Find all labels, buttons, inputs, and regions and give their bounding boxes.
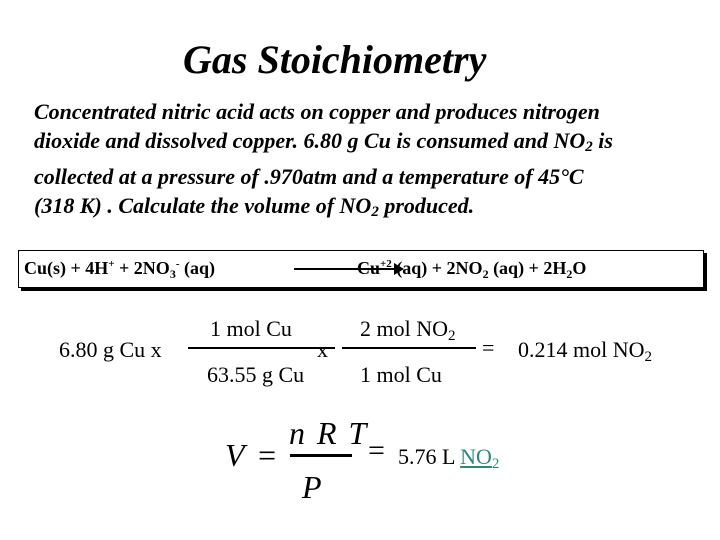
problem-line-3: collected at a pressure of .970atm and a temperature of 45°C (34, 164, 584, 189)
gas-law-lhs: V = (225, 437, 280, 473)
fraction1-numerator: 1 mol Cu (210, 316, 292, 341)
gas-law-denominator: P (302, 469, 324, 505)
problem-statement (34, 97, 714, 227)
reactant-text: Cu(s) + 4H (24, 258, 109, 278)
subscript: 2 (644, 349, 652, 365)
equals-sign: = (482, 335, 495, 360)
equation-products (357, 258, 586, 282)
fraction1-bar (188, 347, 335, 349)
volume-answer (398, 444, 499, 473)
product-text: Cu (357, 258, 381, 278)
subscript[interactable]: 2 (491, 456, 500, 472)
product-text: (aq) + 2NO (391, 258, 483, 278)
subscript: 2 (371, 204, 379, 220)
no2-link[interactable] (460, 444, 500, 472)
gas-law-fraction-bar (290, 454, 352, 457)
superscript: - (175, 258, 180, 270)
problem-text: is (592, 128, 613, 153)
page-title: Gas Stoichiometry (183, 37, 487, 82)
given-quantity: 6.80 g Cu x (59, 337, 162, 362)
chemical-equation-box (18, 250, 704, 288)
moles-result (518, 337, 652, 366)
subscript: 3 (169, 267, 176, 281)
equation-reactants (24, 258, 215, 282)
multiply-sign: x (317, 337, 328, 362)
fraction2-denominator: 1 mol Cu (360, 362, 442, 387)
subscript: 2 (585, 139, 593, 155)
problem-line-2 (34, 126, 714, 162)
problem-line-4 (34, 191, 714, 227)
gas-law-numerator: n R T (289, 415, 369, 451)
product-text: (aq) + 2H (488, 258, 567, 278)
problem-text: produced. (378, 193, 475, 218)
superscript: + (108, 258, 115, 270)
problem-text: dioxide and dissolved copper. 6.80 g Cu is consumed and NO (34, 128, 586, 153)
product-text: O (572, 258, 587, 278)
fraction2-numerator (360, 316, 456, 345)
subscript: 2 (448, 328, 456, 344)
result-text: 0.214 mol NO (518, 337, 645, 362)
fraction2-bar (342, 347, 476, 349)
problem-line-1: Concentrated nitric acid acts on copper and produces nitrogen (34, 99, 600, 124)
subscript: 2 (566, 267, 573, 281)
answer-text: 5.76 L (398, 444, 461, 469)
problem-text: (318 K) . Calculate the volume of NO (34, 193, 372, 218)
numerator-text: 2 mol NO (360, 316, 448, 341)
reactant-text: (aq) (179, 258, 215, 278)
reactant-text: + 2NO (114, 258, 170, 278)
subscript: 2 (482, 267, 489, 281)
superscript: +2 (380, 258, 392, 270)
gas-law-equals: = (368, 434, 385, 467)
fraction1-denominator: 63.55 g Cu (207, 362, 305, 387)
link-text[interactable]: NO (460, 444, 492, 469)
